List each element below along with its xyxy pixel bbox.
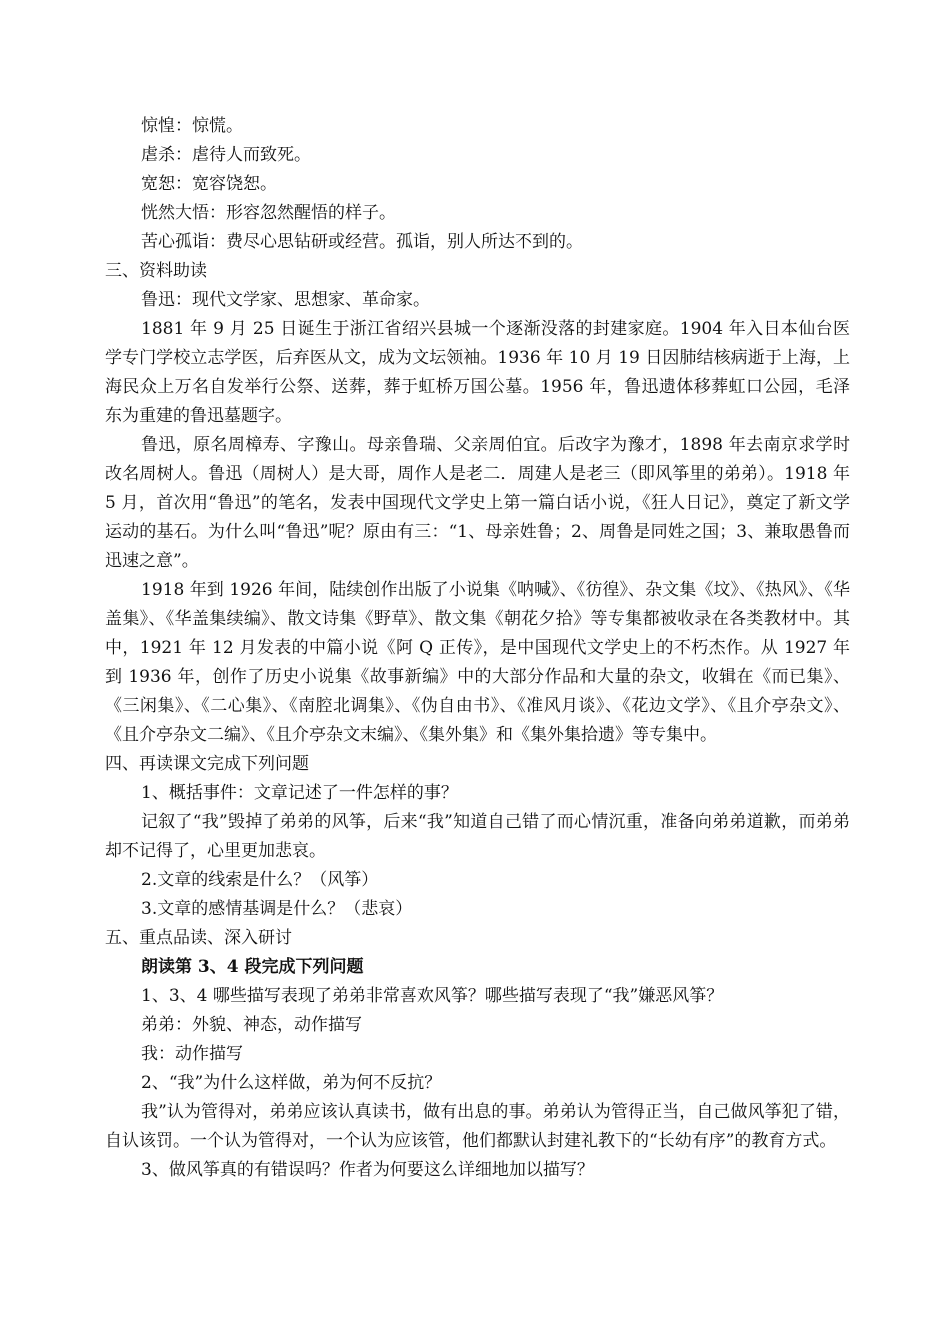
question: 2.文章的线索是什么？（风筝） [141, 870, 379, 890]
section-heading: 五、重点品读、深入研讨 [105, 928, 292, 948]
question: 3、做风筝真的有错误吗？作者为何要这么详细地加以描写？ [141, 1160, 594, 1180]
vocab-item: 惊惶：惊慌。 [141, 116, 243, 136]
works-paragraph: 1918 年到 1926 年间，陆续创作出版了小说集《呐喊》、《彷徨》、杂文集《坟》、《热风》、《华盖集》、《华盖集续编》、散文诗集《野草》、散文集《朝花夕拾》等专集都被收录在各类教材中。其中，1921 年 12 月发表的中篇小说《阿 Q 正传》，是中国现代文学史上的不朽杰作。从 1927 年到 1936 年，创作了历史小说集《故事新编》中的大部分作品和大量的杂文，收辑在《而已集》、《三闲集》、《二心集》、《南腔北调集》、《伪自由书》、《准风月谈》、《花边文学》、《且介亭杂文》、《且介亭杂文二编》、《且介亭杂文末编》、《集外集》和《集外集拾遗》等专集中。 [105, 580, 850, 745]
question: 1、3、4 哪些描写表现了弟弟非常喜欢风筝？哪些描写表现了“我”嫌恶风筝？ [141, 986, 724, 1006]
document-page [105, 112, 850, 1185]
vocab-item: 苦心孤诣：费尽心思钻研或经营。孤诣，别人所达不到的。 [141, 232, 583, 252]
author-intro: 鲁迅：现代文学家、思想家、革命家。 [141, 290, 430, 310]
vocab-item: 恍然大悟：形容忽然醒悟的样子。 [141, 203, 396, 223]
answer: 记叙了“我”毁掉了弟弟的风筝，后来“我”知道自己错了而心情沉重，准备向弟弟道歉，而弟弟却不记得了，心里更加悲哀。 [105, 812, 850, 861]
vocab-item: 宽恕：宽容饶恕。 [141, 174, 277, 194]
question: 3.文章的感情基调是什么？（悲哀） [141, 899, 413, 919]
bio-paragraph: 1881 年 9 月 25 日诞生于浙江省绍兴县城一个逐渐没落的封建家庭。1904 年入日本仙台医学专门学校立志学医，后弃医从文，成为文坛领袖。1936 年 10 月 19 日因肺结核病逝于上海，上海民众上万名自发举行公祭、送葬，葬于虹桥万国公墓。1956 年，鲁迅遗体移葬虹口公园，毛泽东为重建的鲁迅墓题字。 [105, 319, 850, 426]
answer: 我”认为管得对，弟弟应该认真读书，做有出息的事。弟弟认为管得正当，自己做风筝犯了错，自认该罚。一个认为管得对，一个认为应该管，他们都默认封建礼教下的“长幼有序”的教育方式。 [105, 1102, 850, 1151]
answer: 我：动作描写 [141, 1044, 243, 1064]
vocab-item: 虐杀：虐待人而致死。 [141, 145, 311, 165]
bio-paragraph: 鲁迅，原名周樟寿、字豫山。母亲鲁瑞、父亲周伯宜。后改字为豫才，1898 年去南京求学时改名周树人。鲁迅（周树人）是大哥，周作人是老二．周建人是老三（即风筝里的弟弟）。1918 年 5 月，首次用“鲁迅”的笔名，发表中国现代文学史上第一篇白话小说，《狂人日记》，奠定了新文学运动的基石。为什么叫“鲁迅”呢？原由有三：“1、母亲姓鲁；2、周鲁是同姓之国；3、兼取愚鲁而迅速之意”。 [105, 435, 850, 571]
answer: 弟弟：外貌、神态，动作描写 [141, 1015, 362, 1035]
sub-heading: 朗读第 3、4 段完成下列问题 [141, 957, 364, 977]
section-heading: 四、再读课文完成下列问题 [105, 754, 309, 774]
question: 2、“我”为什么这样做，弟为何不反抗？ [141, 1073, 442, 1093]
section-heading: 三、资料助读 [105, 261, 207, 281]
question: 1、概括事件：文章记述了一件怎样的事？ [141, 783, 458, 803]
